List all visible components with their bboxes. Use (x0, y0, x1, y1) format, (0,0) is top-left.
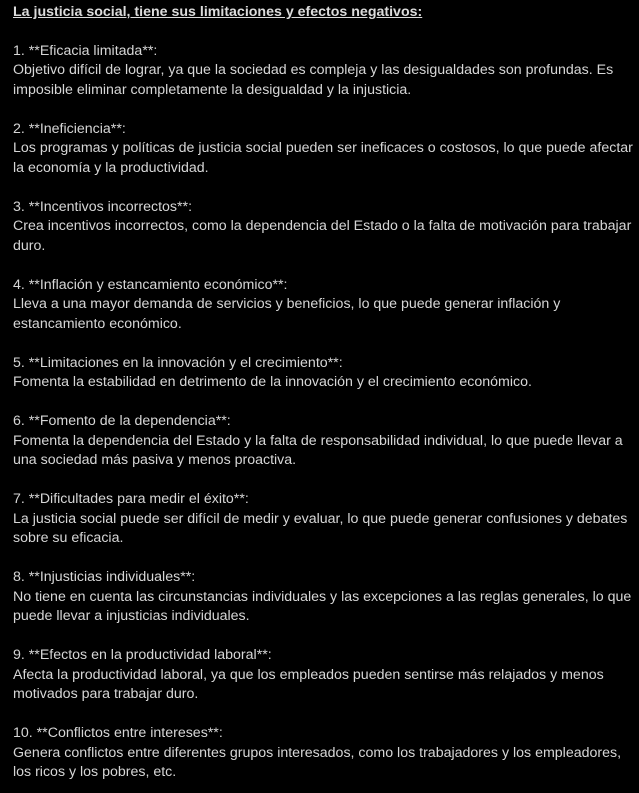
list-item-heading: 6. **Fomento de la dependencia**: (13, 413, 231, 429)
document-title: La justicia social, tiene sus limitaciones y efectos negativos: (13, 4, 423, 20)
list-item-body: Fomenta la estabilidad en detrimento de la innovación y el crecimiento económico. (13, 374, 532, 390)
list-item (13, 568, 635, 627)
list-item (13, 724, 635, 783)
list-item (13, 490, 635, 549)
list-item-body: Objetivo difícil de lograr, ya que la sociedad es compleja y las desigualdades son profundas. Es imposible eliminar completamente la desigualdad y la injusticia. (13, 62, 614, 98)
list-item-heading: 1. **Eficacia limitada**: (13, 42, 158, 59)
list-item-body: La justicia social puede ser difícil de medir y evaluar, lo que puede generar confusiones y debates sobre su eficacia. (13, 510, 628, 546)
list-item (13, 42, 635, 101)
list-item (13, 412, 635, 471)
list-item-body: Fomenta la dependencia del Estado y la falta de responsabilidad individual, lo que puede llevar a una sociedad más pasiva y menos proactiva. (13, 432, 623, 468)
list-item (13, 276, 635, 335)
list-item-body: Afecta la productividad laboral, ya que los empleados pueden sentirse más relajados y menos motivados para trabajar duro. (13, 666, 604, 702)
list-item (13, 120, 635, 179)
list-item-heading: 9. **Efectos en la productividad laboral**: (13, 647, 272, 663)
list-item-body: Los programas y políticas de justicia social pueden ser ineficaces o costosos, lo que puede afectar la economía y la productividad. (13, 140, 633, 176)
list-item-heading: 7. **Dificultades para medir el éxito**: (13, 491, 249, 507)
list-item (13, 198, 635, 257)
list-item-body: Crea incentivos incorrectos, como la dependencia del Estado o la falta de motivación para trabajar duro. (13, 218, 632, 254)
list-item (13, 646, 635, 705)
list-item-heading: 10. **Conflictos entre intereses**: (13, 725, 223, 741)
list-item (13, 354, 635, 393)
list-item-body: No tiene en cuenta las circunstancias individuales y las excepciones a las reglas generales, lo que puede llevar a injusticias individuales. (13, 588, 632, 624)
list-item-heading: 3. **Incentivos incorrectos**: (13, 198, 193, 215)
list-item-heading: 4. **Inflación y estancamiento económico**: (13, 276, 288, 293)
list-item-body: Genera conflictos entre diferentes grupos interesados, como los trabajadores y los empleadores, los ricos y los pobres, etc. (13, 744, 622, 780)
list-item-body: Lleva a una mayor demanda de servicios y beneficios, lo que puede generar inflación y estancamiento económico. (13, 296, 561, 332)
list-item-heading: 5. **Limitaciones en la innovación y el crecimiento**: (13, 354, 343, 371)
list-item-heading: 8. **Injusticias individuales**: (13, 569, 196, 585)
list-item-heading: 2. **Ineficiencia**: (13, 120, 126, 137)
